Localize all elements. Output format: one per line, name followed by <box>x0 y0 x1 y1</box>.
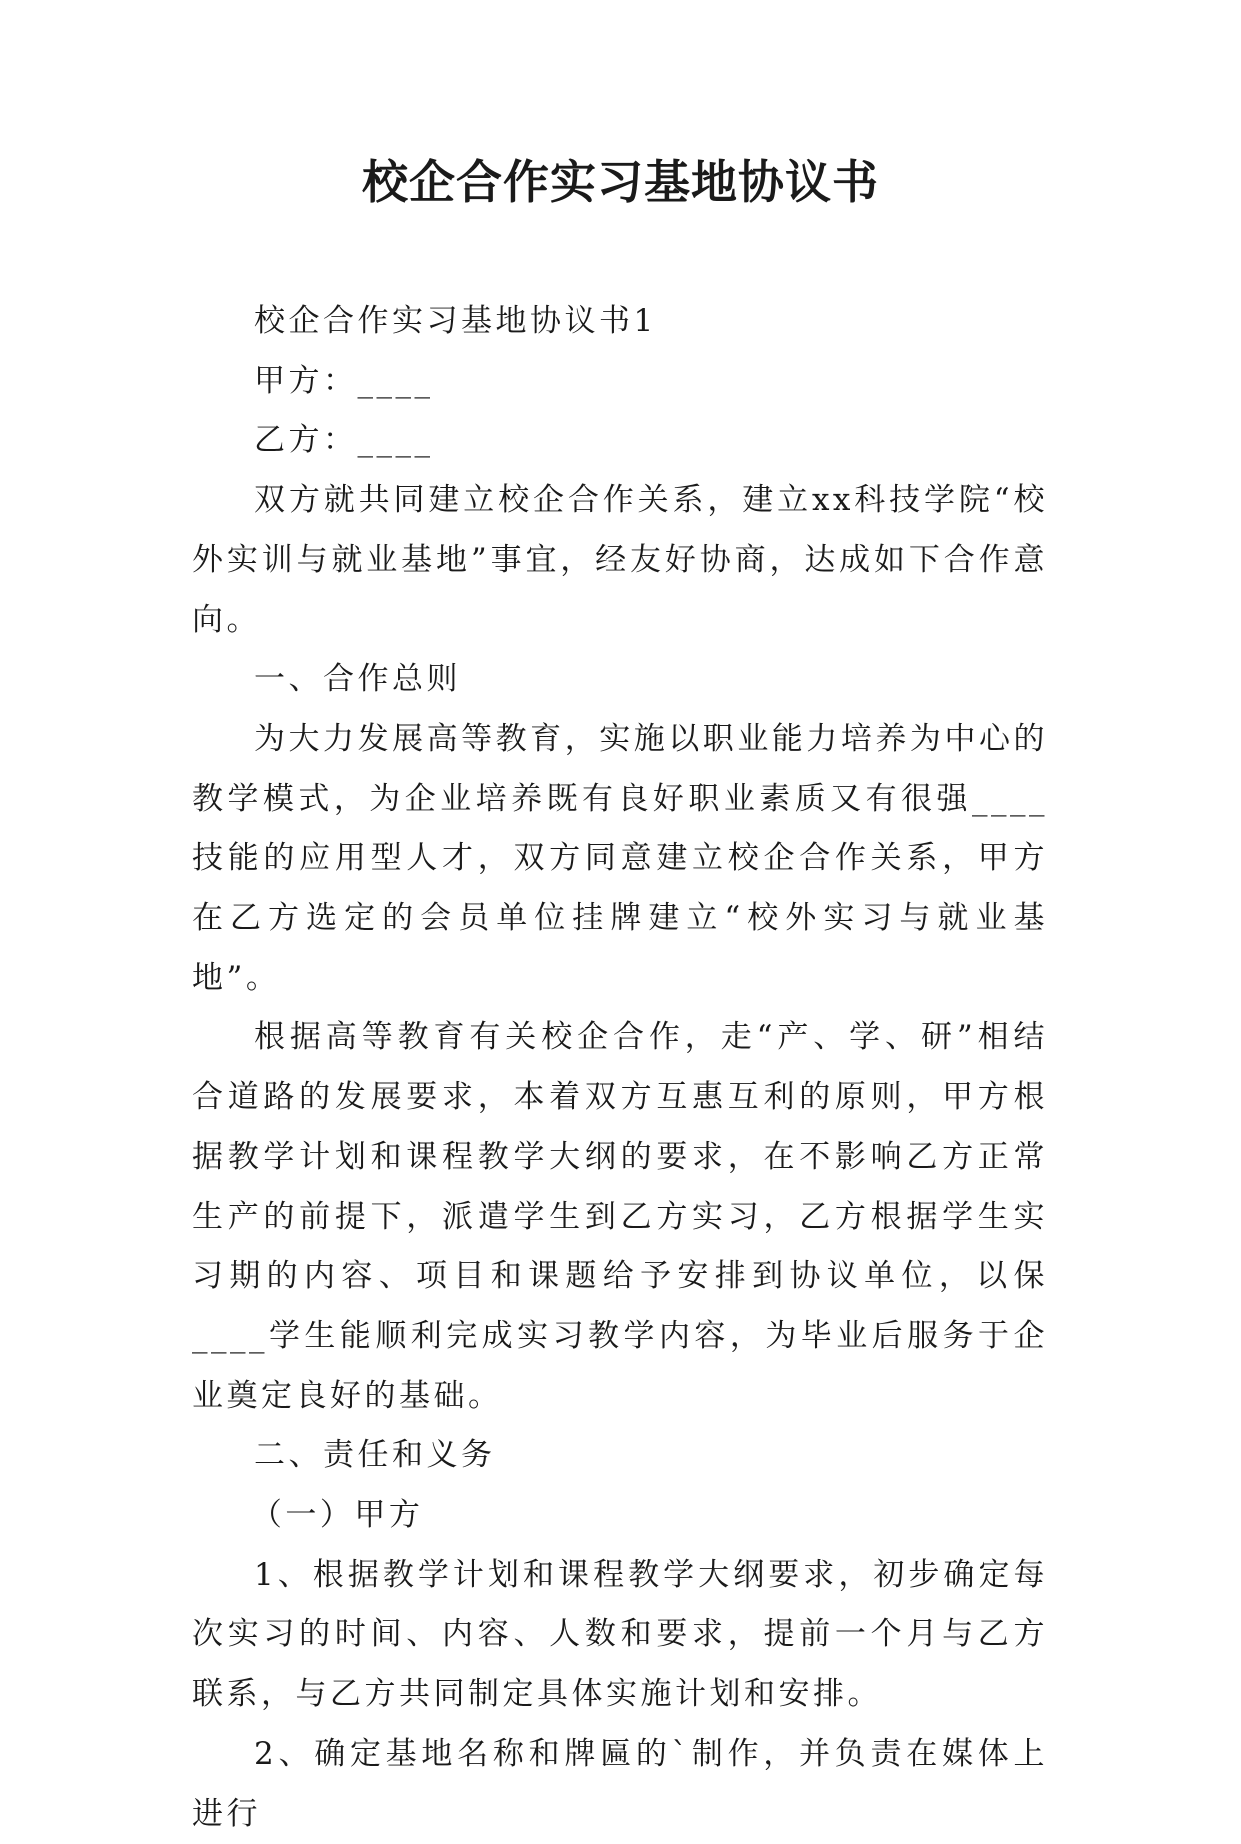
paragraph-general-1: 为大力发展高等教育，实施以职业能力培养为中心的教学模式，为企业培养既有良好职业素质又有很强____技能的应用型人才，双方同意建立校企合作关系，甲方在乙方选定的会员单位挂牌建立“校外实习与就业基地”。 <box>192 720 1048 996</box>
paragraph-duty-2: 2、确定基地名称和牌匾的`制作，并负责在媒体上进行 <box>192 1735 1048 1832</box>
paragraph-intro: 双方就共同建立校企合作关系，建立xx科技学院“校外实训与就业基地”事宜，经友好协商，达成如下合作意向。 <box>192 482 1048 638</box>
document-body <box>192 292 1048 1844</box>
subsection-heading-party-a: （一）甲方 <box>250 1497 424 1534</box>
paragraph-subtitle: 校企合作实习基地协议书1 <box>254 303 657 339</box>
paragraph-party-a: 甲方：____ <box>254 362 434 399</box>
section-heading-duties: 二、责任和义务 <box>254 1437 496 1474</box>
paragraph-party-b: 乙方：____ <box>254 422 434 459</box>
document-title: 校企合作实习基地协议书 <box>362 155 879 209</box>
paragraph-general-2: 根据高等教育有关校企合作，走“产、学、研”相结合道路的发展要求，本着双方互惠互利的原则，甲方根据教学计划和课程教学大纲的要求，在不影响乙方正常生产的前提下，派遣学生到乙方实习，乙方根据学生实习期的内容、项目和课题给予安排到协议单位，以保____学生能顺利完成实习教学内容，为毕业后服务于企业奠定良好的基础。 <box>192 1019 1048 1414</box>
paragraph-duty-1: 1、根据教学计划和课程教学大纲要求，初步确定每次实习的时间、内容、人数和要求，提前一个月与乙方联系，与乙方共同制定具体实施计划和安排。 <box>192 1556 1048 1713</box>
section-heading-general: 一、合作总则 <box>254 661 461 698</box>
